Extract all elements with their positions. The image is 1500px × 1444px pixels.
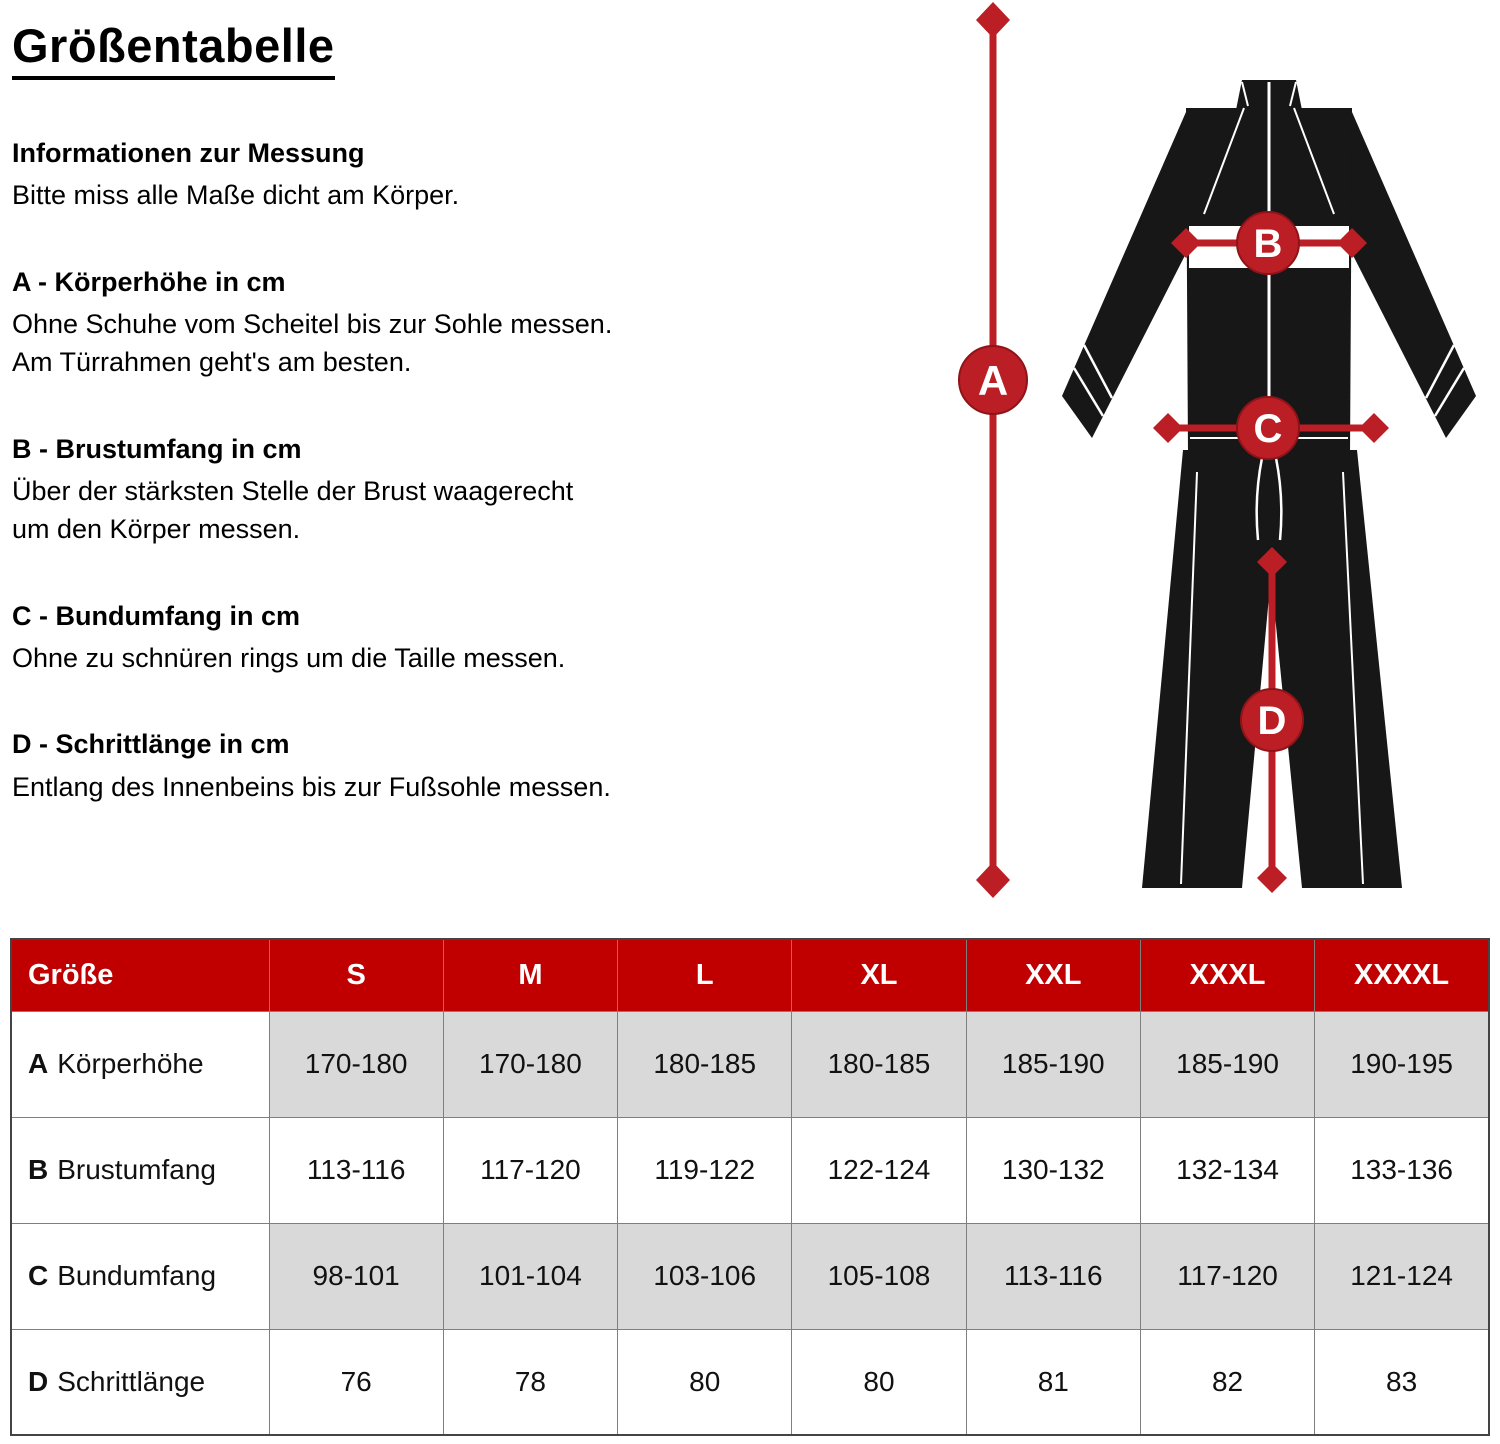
cell-c-s: 98-101 xyxy=(269,1223,443,1329)
cell-a-xxxl: 185-190 xyxy=(1140,1011,1314,1117)
col-header-xl: XL xyxy=(792,939,966,1011)
row-label-b: B Brustumfang xyxy=(11,1117,269,1223)
section-a-line1: Ohne Schuhe vom Scheitel bis zur Sohle messen. xyxy=(12,308,613,339)
cell-c-l: 103-106 xyxy=(618,1223,792,1329)
tracksuit-svg xyxy=(950,0,1500,910)
size-table-header xyxy=(11,939,1489,1011)
section-d-heading: D - Schrittlänge in cm xyxy=(12,729,290,760)
cell-a-xxxxl: 190-195 xyxy=(1315,1011,1489,1117)
diamond-bottom-a xyxy=(976,862,1010,898)
col-header-s: S xyxy=(269,939,443,1011)
section-d-line1: Entlang des Innenbeins bis zur Fußsohle messen. xyxy=(12,771,611,802)
cell-d-xxxxl: 83 xyxy=(1315,1329,1489,1435)
diamond-right-c xyxy=(1359,413,1389,443)
section-c-line1: Ohne zu schnüren rings um die Taille messen. xyxy=(12,642,566,673)
section-c-heading: C - Bundumfang in cm xyxy=(12,600,300,631)
col-header-m: M xyxy=(443,939,617,1011)
cell-c-xxxxl: 121-124 xyxy=(1315,1223,1489,1329)
marker-a xyxy=(959,346,1027,414)
measure-line-a xyxy=(976,2,1010,898)
row-label-d: D Schrittlänge xyxy=(11,1329,269,1435)
cell-b-xxxl: 132-134 xyxy=(1140,1117,1314,1223)
cell-d-l: 80 xyxy=(618,1329,792,1435)
table-row-schrittlaenge xyxy=(11,1329,1489,1435)
cell-a-s: 170-180 xyxy=(269,1011,443,1117)
intro-block xyxy=(12,134,942,215)
cell-b-l: 119-122 xyxy=(618,1117,792,1223)
cell-a-xl: 180-185 xyxy=(792,1011,966,1117)
table-row-bundumfang xyxy=(11,1223,1489,1329)
cell-a-m: 170-180 xyxy=(443,1011,617,1117)
cell-c-m: 101-104 xyxy=(443,1223,617,1329)
row-label-c: C Bundumfang xyxy=(11,1223,269,1329)
cell-d-xl: 80 xyxy=(792,1329,966,1435)
section-b-heading: B - Brustumfang in cm xyxy=(12,433,302,464)
section-a xyxy=(12,263,942,382)
marker-letter-d: D xyxy=(1257,699,1287,743)
cell-a-l: 180-185 xyxy=(618,1011,792,1117)
intro-text: Bitte miss alle Maße dicht am Körper. xyxy=(12,180,460,211)
size-table xyxy=(10,938,1490,1436)
section-b xyxy=(12,430,942,549)
table-row-koerperhoehe xyxy=(11,1011,1489,1117)
col-header-l: L xyxy=(618,939,792,1011)
col-header-xxxl: XXXL xyxy=(1140,939,1314,1011)
cell-c-xxl: 113-116 xyxy=(966,1223,1140,1329)
cell-d-xxxl: 82 xyxy=(1140,1329,1314,1435)
cell-d-m: 78 xyxy=(443,1329,617,1435)
page-title: Größentabelle xyxy=(12,18,335,80)
tracksuit-measurement-diagram xyxy=(950,0,1500,910)
cell-b-xxxxl: 133-136 xyxy=(1315,1117,1489,1223)
col-header-xxl: XXL xyxy=(966,939,1140,1011)
cell-b-xl: 122-124 xyxy=(792,1117,966,1223)
intro-heading: Informationen zur Messung xyxy=(12,138,365,168)
cell-c-xl: 105-108 xyxy=(792,1223,966,1329)
row-label-a: A Körperhöhe xyxy=(11,1011,269,1117)
diamond-bottom-d xyxy=(1257,863,1287,893)
section-c xyxy=(12,597,942,678)
cell-a-xxl: 185-190 xyxy=(966,1011,1140,1117)
marker-letter-b: B xyxy=(1253,222,1283,266)
col-header-xxxxl: XXXXL xyxy=(1315,939,1489,1011)
marker-letter-a: A xyxy=(977,357,1009,404)
diamond-left-c xyxy=(1153,413,1183,443)
table-row-brustumfang xyxy=(11,1117,1489,1223)
cell-d-s: 76 xyxy=(269,1329,443,1435)
diamond-top-a xyxy=(976,2,1010,38)
section-b-line1: Über der stärksten Stelle der Brust waagerecht xyxy=(12,475,574,506)
cell-b-m: 117-120 xyxy=(443,1117,617,1223)
section-a-heading: A - Körperhöhe in cm xyxy=(12,266,286,297)
section-d xyxy=(12,725,942,806)
col-header-groesse: Größe xyxy=(11,939,269,1011)
measurement-instructions xyxy=(12,134,942,854)
section-a-line2: Am Türrahmen geht's am besten. xyxy=(12,347,412,378)
cell-c-xxxl: 117-120 xyxy=(1140,1223,1314,1329)
cell-b-s: 113-116 xyxy=(269,1117,443,1223)
marker-letter-c: C xyxy=(1253,407,1283,451)
cell-d-xxl: 81 xyxy=(966,1329,1140,1435)
section-b-line2: um den Körper messen. xyxy=(12,514,301,545)
cell-b-xxl: 130-132 xyxy=(966,1117,1140,1223)
